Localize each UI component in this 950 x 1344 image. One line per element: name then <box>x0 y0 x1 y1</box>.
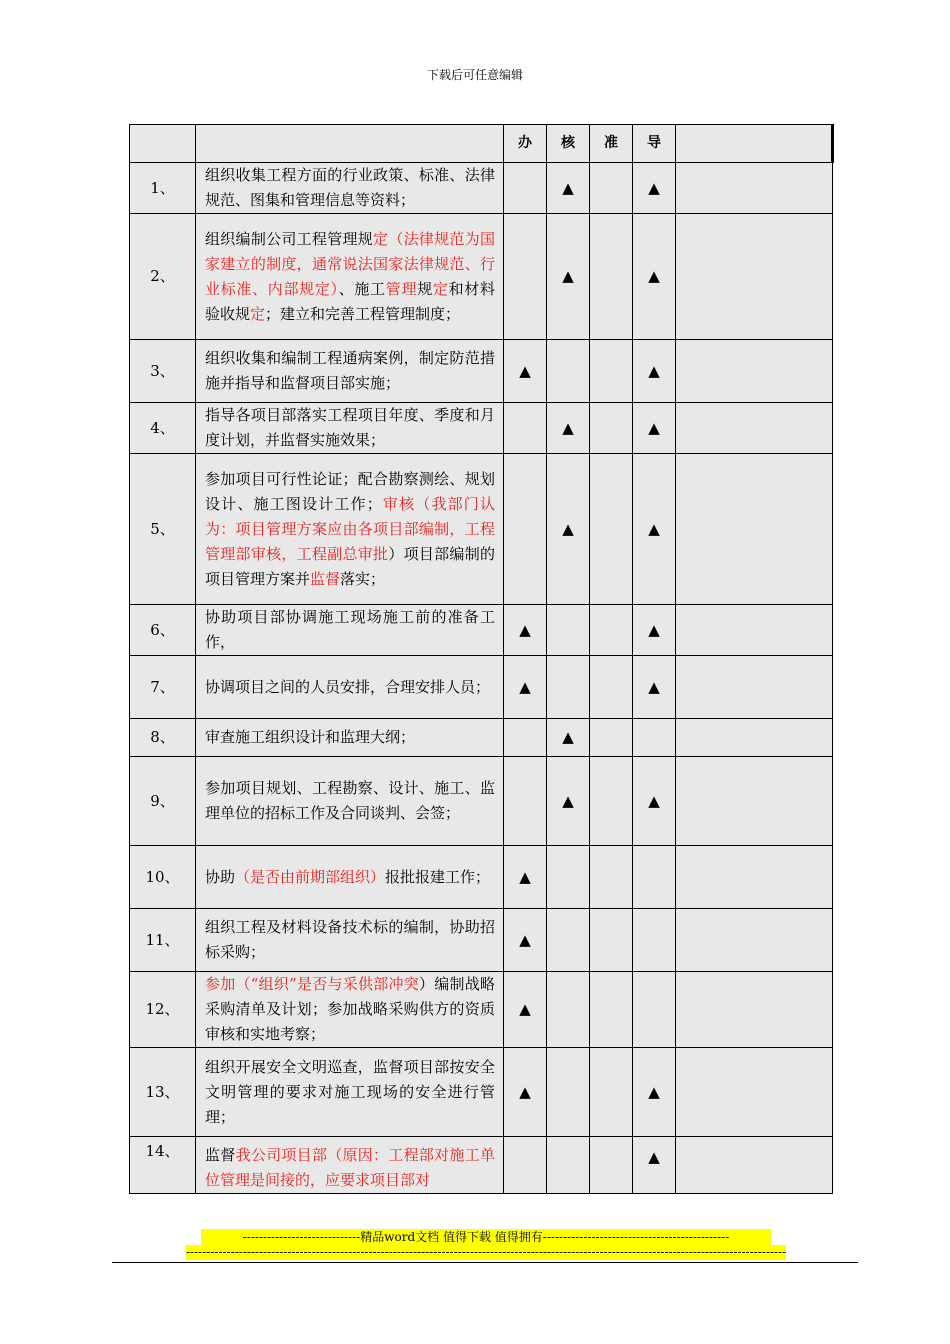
triangle-mark-icon: ▲ <box>562 728 574 746</box>
triangle-mark-icon: ▲ <box>562 519 574 538</box>
row-description <box>196 1137 504 1194</box>
description-text: 协助项目部协调施工现场施工前的准备工作， <box>205 608 495 651</box>
table-row <box>130 403 833 454</box>
triangle-mark-icon: ▲ <box>519 930 531 949</box>
triangle-mark-icon: ▲ <box>648 418 660 437</box>
row-description <box>196 454 504 605</box>
description-text: 规 <box>417 279 433 298</box>
mark-dao-cell <box>633 403 676 454</box>
row-extra-cell <box>676 972 833 1048</box>
mark-dao-cell <box>633 340 676 403</box>
description-text: 落实； <box>340 569 386 588</box>
footer-rule <box>112 1262 858 1263</box>
header-col-he: 核 <box>547 125 590 163</box>
mark-dao-cell <box>633 605 676 656</box>
description-text: ）项目部编制的项目管理方案并 <box>205 544 495 588</box>
triangle-mark-icon: ▲ <box>648 1148 660 1166</box>
mark-he-cell <box>547 1137 590 1194</box>
row-number: 2、 <box>130 214 196 340</box>
mark-dao-cell <box>633 972 676 1048</box>
row-extra-cell <box>676 757 833 846</box>
mark-dao-cell <box>633 1048 676 1137</box>
table-row <box>130 454 833 605</box>
triangle-mark-icon: ▲ <box>648 677 660 696</box>
row-description <box>196 163 504 214</box>
row-extra-cell <box>676 340 833 403</box>
triangle-mark-icon: ▲ <box>519 867 531 886</box>
red-annotation-text: 定 <box>432 279 449 298</box>
triangle-mark-icon: ▲ <box>648 519 660 538</box>
mark-he-cell <box>547 1048 590 1137</box>
red-annotation-text: 定（法律规范为国家建立的制度，通常说法国家法律规范、行业标准、内部规定） <box>205 229 495 298</box>
row-extra-cell <box>676 163 833 214</box>
mark-zhun-cell <box>590 1048 633 1137</box>
row-number: 5、 <box>130 454 196 605</box>
triangle-mark-icon: ▲ <box>648 620 660 639</box>
row-extra-cell <box>676 656 833 719</box>
page-header: 下载后可任意编辑 <box>426 68 523 82</box>
mark-he-cell <box>547 757 590 846</box>
mark-he-cell <box>547 909 590 972</box>
triangle-mark-icon: ▲ <box>562 267 574 285</box>
mark-dao-cell <box>633 846 676 909</box>
row-number: 13、 <box>130 1048 196 1137</box>
mark-ban-cell <box>504 340 547 403</box>
mark-zhun-cell <box>590 605 633 656</box>
red-annotation-text: 我公司项目部（原因：工程部对施工单位管理是间接的，应要求项目部对 <box>205 1146 495 1189</box>
mark-ban-cell <box>504 972 547 1048</box>
triangle-mark-icon: ▲ <box>648 1082 660 1101</box>
table-row <box>130 1137 833 1194</box>
footer-banner: -----------------------------精品word文档 值得下载 值得拥有---------------------------------------------- <box>201 1229 771 1245</box>
triangle-mark-icon: ▲ <box>519 1082 531 1101</box>
mark-he-cell <box>547 403 590 454</box>
mark-zhun-cell <box>590 846 633 909</box>
description-text: ；建立和完善工程管理制度； <box>265 304 461 323</box>
row-number: 6、 <box>130 605 196 656</box>
row-extra-cell <box>676 909 833 972</box>
description-text: 组织收集工程方面的行业政策、标准、法律规范、图集和管理信息等资料； <box>205 166 495 209</box>
mark-he-cell <box>547 972 590 1048</box>
row-description <box>196 719 504 757</box>
table-row <box>130 656 833 719</box>
row-number: 7、 <box>130 656 196 719</box>
mark-dao-cell <box>633 656 676 719</box>
mark-zhun-cell <box>590 163 633 214</box>
description-text: 、施工 <box>338 279 386 298</box>
description-text: 和材料验收规 <box>205 279 495 323</box>
row-extra-cell <box>676 846 833 909</box>
triangle-mark-icon: ▲ <box>648 267 660 285</box>
footer-dash-line: ---------------------------------------------------------------------------------------------------------------------------------------------------- <box>186 1245 786 1259</box>
responsibility-table <box>129 124 834 1194</box>
row-description <box>196 972 504 1048</box>
row-extra-cell <box>676 403 833 454</box>
mark-zhun-cell <box>590 656 633 719</box>
row-description <box>196 1048 504 1137</box>
mark-ban-cell <box>504 214 547 340</box>
description-text: 组织编制公司工程管理规 <box>205 229 374 248</box>
mark-he-cell <box>547 605 590 656</box>
triangle-mark-icon: ▲ <box>519 361 531 380</box>
row-description <box>196 656 504 719</box>
mark-ban-cell <box>504 909 547 972</box>
mark-dao-cell <box>633 1137 676 1194</box>
row-description <box>196 909 504 972</box>
header-col-dao: 导 <box>633 125 676 163</box>
row-description <box>196 340 504 403</box>
red-annotation-text: 监督 <box>310 569 341 588</box>
mark-he-cell <box>547 454 590 605</box>
row-number: 4、 <box>130 403 196 454</box>
mark-zhun-cell <box>590 340 633 403</box>
mark-zhun-cell <box>590 403 633 454</box>
description-text: 组织工程及材料设备技术标的编制，协助招标采购； <box>205 918 495 961</box>
mark-ban-cell <box>504 454 547 605</box>
triangle-mark-icon: ▲ <box>648 361 660 380</box>
mark-ban-cell <box>504 163 547 214</box>
row-number: 1、 <box>130 163 196 214</box>
row-extra-cell <box>676 719 833 757</box>
mark-zhun-cell <box>590 972 633 1048</box>
row-description <box>196 214 504 340</box>
description-text: 报批报建工作； <box>385 867 491 886</box>
row-extra-cell <box>676 454 833 605</box>
mark-he-cell <box>547 163 590 214</box>
description-text: 协助 <box>205 867 236 886</box>
mark-dao-cell <box>633 909 676 972</box>
mark-ban-cell <box>504 656 547 719</box>
description-text: 指导各项目部落实工程项目年度、季度和月度计划，并监督实施效果； <box>205 406 495 449</box>
triangle-mark-icon: ▲ <box>648 791 660 810</box>
mark-zhun-cell <box>590 1137 633 1194</box>
mark-zhun-cell <box>590 757 633 846</box>
mark-zhun-cell <box>590 214 633 340</box>
header-col-extra <box>676 125 833 163</box>
red-annotation-text: （是否由前期部组织） <box>235 867 386 886</box>
mark-ban-cell <box>504 846 547 909</box>
description-text: 协调项目之间的人员安排，合理安排人员； <box>205 677 491 696</box>
header-col-ban: 办 <box>504 125 547 163</box>
triangle-mark-icon: ▲ <box>562 791 574 810</box>
row-description <box>196 846 504 909</box>
row-description <box>196 605 504 656</box>
mark-he-cell <box>547 846 590 909</box>
description-text: 组织收集和编制工程通病案例，制定防范措施并指导和监督项目部实施； <box>205 349 495 392</box>
red-annotation-text: 定 <box>250 304 266 323</box>
header-col-description <box>196 125 504 163</box>
row-extra-cell <box>676 214 833 340</box>
row-description <box>196 757 504 846</box>
red-annotation-text: 审核（我部门认为：项目管理方案应由各项目部编制，工程管理部审核，工程副总审批 <box>205 494 495 563</box>
mark-zhun-cell <box>590 719 633 757</box>
triangle-mark-icon: ▲ <box>562 418 574 437</box>
description-text: 监督 <box>205 1146 236 1164</box>
header-col-number <box>130 125 196 163</box>
row-description <box>196 403 504 454</box>
triangle-mark-icon: ▲ <box>519 620 531 639</box>
row-number: 9、 <box>130 757 196 846</box>
description-text: 审查施工组织设计和监理大纲； <box>205 728 416 746</box>
table-row <box>130 846 833 909</box>
table-row <box>130 163 833 214</box>
row-extra-cell <box>676 1137 833 1194</box>
triangle-mark-icon: ▲ <box>519 1000 531 1018</box>
row-number: 14、 <box>130 1137 196 1194</box>
mark-ban-cell <box>504 719 547 757</box>
description-text: 组织开展安全文明巡查，监督项目部按安全文明管理的要求对施工现场的安全进行管理； <box>205 1057 495 1126</box>
table-row <box>130 972 833 1048</box>
mark-he-cell <box>547 214 590 340</box>
description-text: ）编制战略采购清单及计划；参加战略采购供方的资质审核和实地考察； <box>205 975 495 1043</box>
table-row <box>130 214 833 340</box>
mark-dao-cell <box>633 214 676 340</box>
triangle-mark-icon: ▲ <box>519 677 531 696</box>
row-number: 10、 <box>130 846 196 909</box>
mark-he-cell <box>547 656 590 719</box>
row-number: 11、 <box>130 909 196 972</box>
row-extra-cell <box>676 1048 833 1137</box>
mark-ban-cell <box>504 757 547 846</box>
row-number: 8、 <box>130 719 196 757</box>
description-text: 参加项目规划、工程勘察、设计、施工、监理单位的招标工作及合同谈判、会签； <box>205 779 495 822</box>
table-row <box>130 1048 833 1137</box>
header-col-zhun: 准 <box>590 125 633 163</box>
table-row <box>130 719 833 757</box>
mark-dao-cell <box>633 719 676 757</box>
mark-he-cell <box>547 340 590 403</box>
mark-dao-cell <box>633 757 676 846</box>
table-row <box>130 909 833 972</box>
table-header-row <box>130 125 833 163</box>
mark-dao-cell <box>633 163 676 214</box>
red-annotation-text: 参加（“组织”是否与采供部冲突 <box>205 975 420 993</box>
mark-ban-cell <box>504 1048 547 1137</box>
mark-ban-cell <box>504 605 547 656</box>
mark-dao-cell <box>633 454 676 605</box>
row-number: 3、 <box>130 340 196 403</box>
description-text: 参加项目可行性论证；配合勘察测绘、规划设计、施工图设计工作； <box>205 469 495 513</box>
mark-he-cell <box>547 719 590 757</box>
red-annotation-text: 管理 <box>385 279 418 298</box>
mark-zhun-cell <box>590 454 633 605</box>
table-row <box>130 340 833 403</box>
mark-ban-cell <box>504 403 547 454</box>
mark-ban-cell <box>504 1137 547 1194</box>
mark-zhun-cell <box>590 909 633 972</box>
table-row <box>130 757 833 846</box>
triangle-mark-icon: ▲ <box>562 178 574 197</box>
triangle-mark-icon: ▲ <box>648 178 660 197</box>
table-row <box>130 605 833 656</box>
row-number: 12、 <box>130 972 196 1048</box>
row-extra-cell <box>676 605 833 656</box>
